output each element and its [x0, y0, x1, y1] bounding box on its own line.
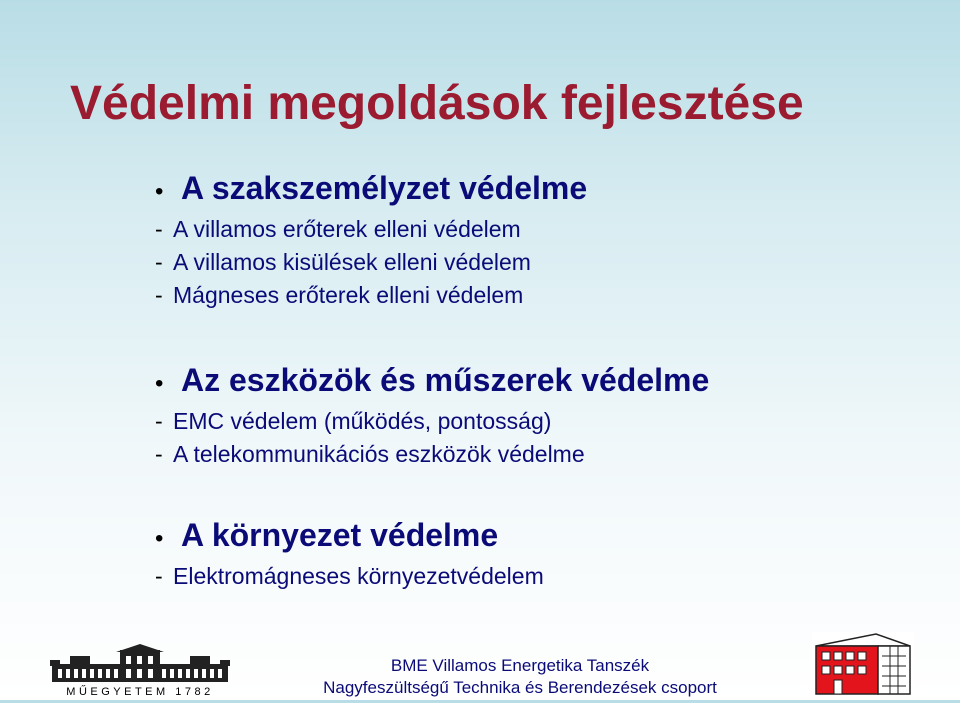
list-item-text: Elektromágneses környezetvédelem [173, 562, 544, 589]
list-item [155, 405, 709, 438]
dash-icon: - [155, 248, 163, 275]
list-item [155, 438, 709, 471]
footer-group: Nagyfeszültségű Technika és Berendezések csoport [323, 678, 717, 697]
dash-icon: - [155, 440, 163, 467]
list-item-text: A telekommunikációs eszközök védelme [173, 440, 585, 467]
section-heading: A szakszemélyzet védelme [181, 170, 588, 206]
list-item-text: A villamos erőterek elleni védelem [173, 215, 521, 242]
section-heading: A környezet védelme [181, 517, 499, 553]
section-heading: Az eszközök és műszerek védelme [181, 362, 710, 398]
list-item [155, 213, 587, 246]
department-logo [812, 632, 914, 703]
list-item-text: A villamos kisülések elleni védelem [173, 248, 531, 275]
dash-icon: - [155, 562, 163, 589]
section-device-protection [155, 362, 709, 471]
section-items [155, 213, 587, 312]
section-heading-row [155, 362, 709, 399]
footer-department: BME Villamos Energetika Tanszék [390, 656, 650, 675]
section-staff-protection [155, 170, 587, 312]
list-item [155, 279, 587, 312]
dash-icon: - [155, 281, 163, 308]
bullet-icon: • [155, 525, 164, 552]
red-building-icon [812, 632, 914, 698]
bullet-icon: • [155, 178, 164, 205]
section-heading-row [155, 170, 587, 207]
section-environment-protection [155, 517, 544, 593]
section-items [155, 405, 709, 471]
footer [290, 655, 750, 699]
list-item [155, 560, 544, 593]
university-logo [50, 644, 230, 703]
university-building-icon [50, 644, 230, 698]
list-item [155, 246, 587, 279]
list-item-text: EMC védelem (működés, pontosság) [173, 407, 552, 434]
university-logo-caption: MŰEGYETEM 1782 [66, 686, 214, 698]
bullet-icon: • [155, 370, 164, 397]
dash-icon: - [155, 215, 163, 242]
dash-icon: - [155, 407, 163, 434]
section-items [155, 560, 544, 593]
list-item-text: Mágneses erőterek elleni védelem [173, 281, 524, 308]
section-heading-row [155, 517, 544, 554]
slide-title: Védelmi megoldások fejlesztése [70, 77, 804, 130]
